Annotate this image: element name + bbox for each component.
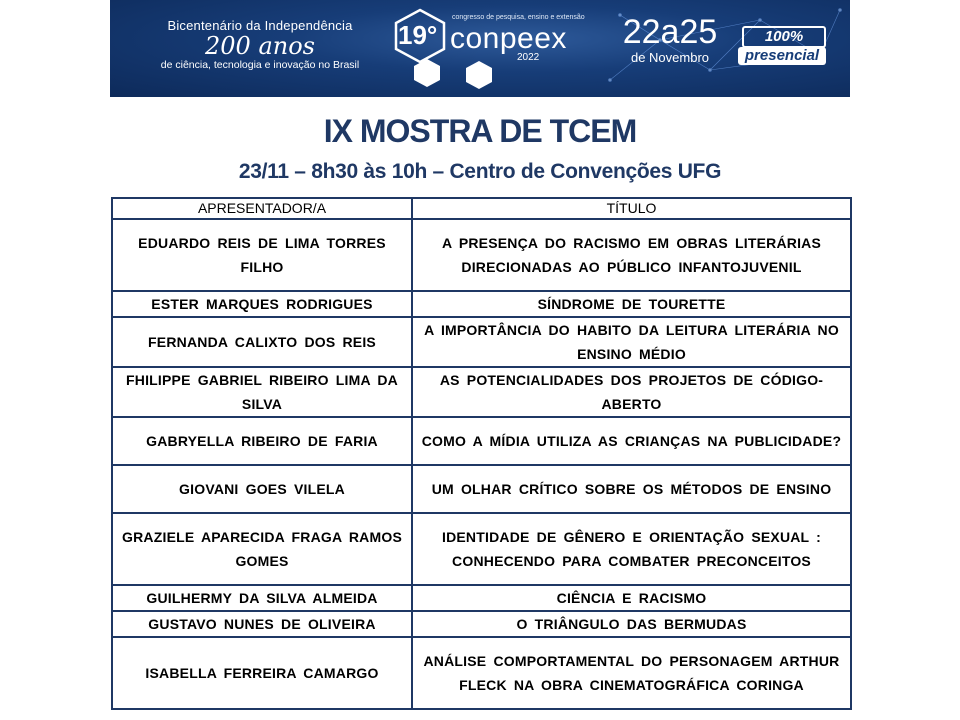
event-subtitle: congresso de pesquisa, ensino e extensão [452, 14, 585, 21]
table-row [112, 611, 851, 637]
event-banner [110, 0, 850, 97]
presenter-column-header: APRESENTADOR/A [112, 198, 412, 219]
title-cell: O TRIÂNGULO DAS BERMUDAS [412, 611, 851, 637]
presenter-cell: GABRYELLA RIBEIRO DE FARIA [112, 417, 412, 465]
table-row [112, 465, 851, 513]
title-cell: UM OLHAR CRÍTICO SOBRE OS MÉTODOS DE ENSINO [412, 465, 851, 513]
anniversary-line: 200 anos [205, 32, 315, 60]
title-cell: ANÁLISE COMPORTAMENTAL DO PERSONAGEM ARTHUR FLECK NA OBRA CINEMATOGRÁFICA CORINGA [412, 637, 851, 709]
science-line: de ciência, tecnologia e inovação no Brasil [160, 59, 360, 71]
title-cell: SÍNDROME DE TOURETTE [412, 291, 851, 317]
bicentenary-line: Bicentenário da Independência [167, 18, 353, 33]
title-cell: AS POTENCIALIDADES DOS PROJETOS DE CÓDIGO-ABERTO [412, 367, 851, 417]
presenter-cell: GRAZIELE APARECIDA FRAGA RAMOS GOMES [112, 513, 412, 585]
edition-number: 19° [398, 20, 438, 50]
presential-badge [738, 26, 826, 66]
table-row [112, 417, 851, 465]
presenter-cell: ISABELLA FERREIRA CAMARGO [112, 637, 412, 709]
badge-percent: 100% [742, 26, 826, 48]
presenter-cell: ESTER MARQUES RODRIGUES [112, 291, 412, 317]
title-cell: CIÊNCIA E RACISMO [412, 585, 851, 611]
table-row [112, 585, 851, 611]
title-cell: A IMPORTÂNCIA DO HABITO DA LEITURA LITERÁRIA NO ENSINO MÉDIO [412, 317, 851, 367]
presenter-cell: GUILHERMY DA SILVA ALMEIDA [112, 585, 412, 611]
presenter-cell: FHILIPPE GABRIEL RIBEIRO LIMA DA SILVA [112, 367, 412, 417]
title-cell: COMO A MÍDIA UTILIZA AS CRIANÇAS NA PUBLICIDADE? [412, 417, 851, 465]
table-row [112, 513, 851, 585]
conpeex-logo [392, 8, 585, 93]
date-days: 22a25 [622, 13, 718, 51]
table-row [112, 291, 851, 317]
table-row [112, 317, 851, 367]
presenter-cell: GIOVANI GOES VILELA [112, 465, 412, 513]
badge-label: presencial [738, 47, 826, 65]
presenter-cell: GUSTAVO NUNES DE OLIVEIRA [112, 611, 412, 637]
title-cell: A PRESENÇA DO RACISMO EM OBRAS LITERÁRIAS DIRECIONADAS AO PÚBLICO INFANTOJUVENIL [412, 219, 851, 291]
table-row [112, 637, 851, 709]
title-cell: IDENTIDADE DE GÊNERO E ORIENTAÇÃO SEXUAL : CONHECENDO PARA COMBATER PRECONCEITOS [412, 513, 851, 585]
presentations-table [111, 197, 852, 710]
hexagon-icon [412, 58, 442, 88]
table-row [112, 367, 851, 417]
session-info: 23/11 – 8h30 às 10h – Centro de Convenções UFG [238, 160, 722, 183]
presenter-cell: FERNANDA CALIXTO DOS REIS [112, 317, 412, 367]
page-title: IX MOSTRA DE TCEM [323, 113, 637, 149]
event-year: 2022 [517, 52, 540, 63]
presenter-cell: EDUARDO REIS DE LIMA TORRES FILHO [112, 219, 412, 291]
table-header-row [112, 198, 851, 219]
hexagon-icon [464, 60, 494, 90]
table-row [112, 219, 851, 291]
event-name: conpeex [450, 22, 567, 55]
title-column-header: TÍTULO [412, 198, 851, 219]
bicentenary-block [150, 18, 370, 71]
event-dates [615, 14, 725, 65]
date-month: de Novembro [630, 50, 710, 65]
